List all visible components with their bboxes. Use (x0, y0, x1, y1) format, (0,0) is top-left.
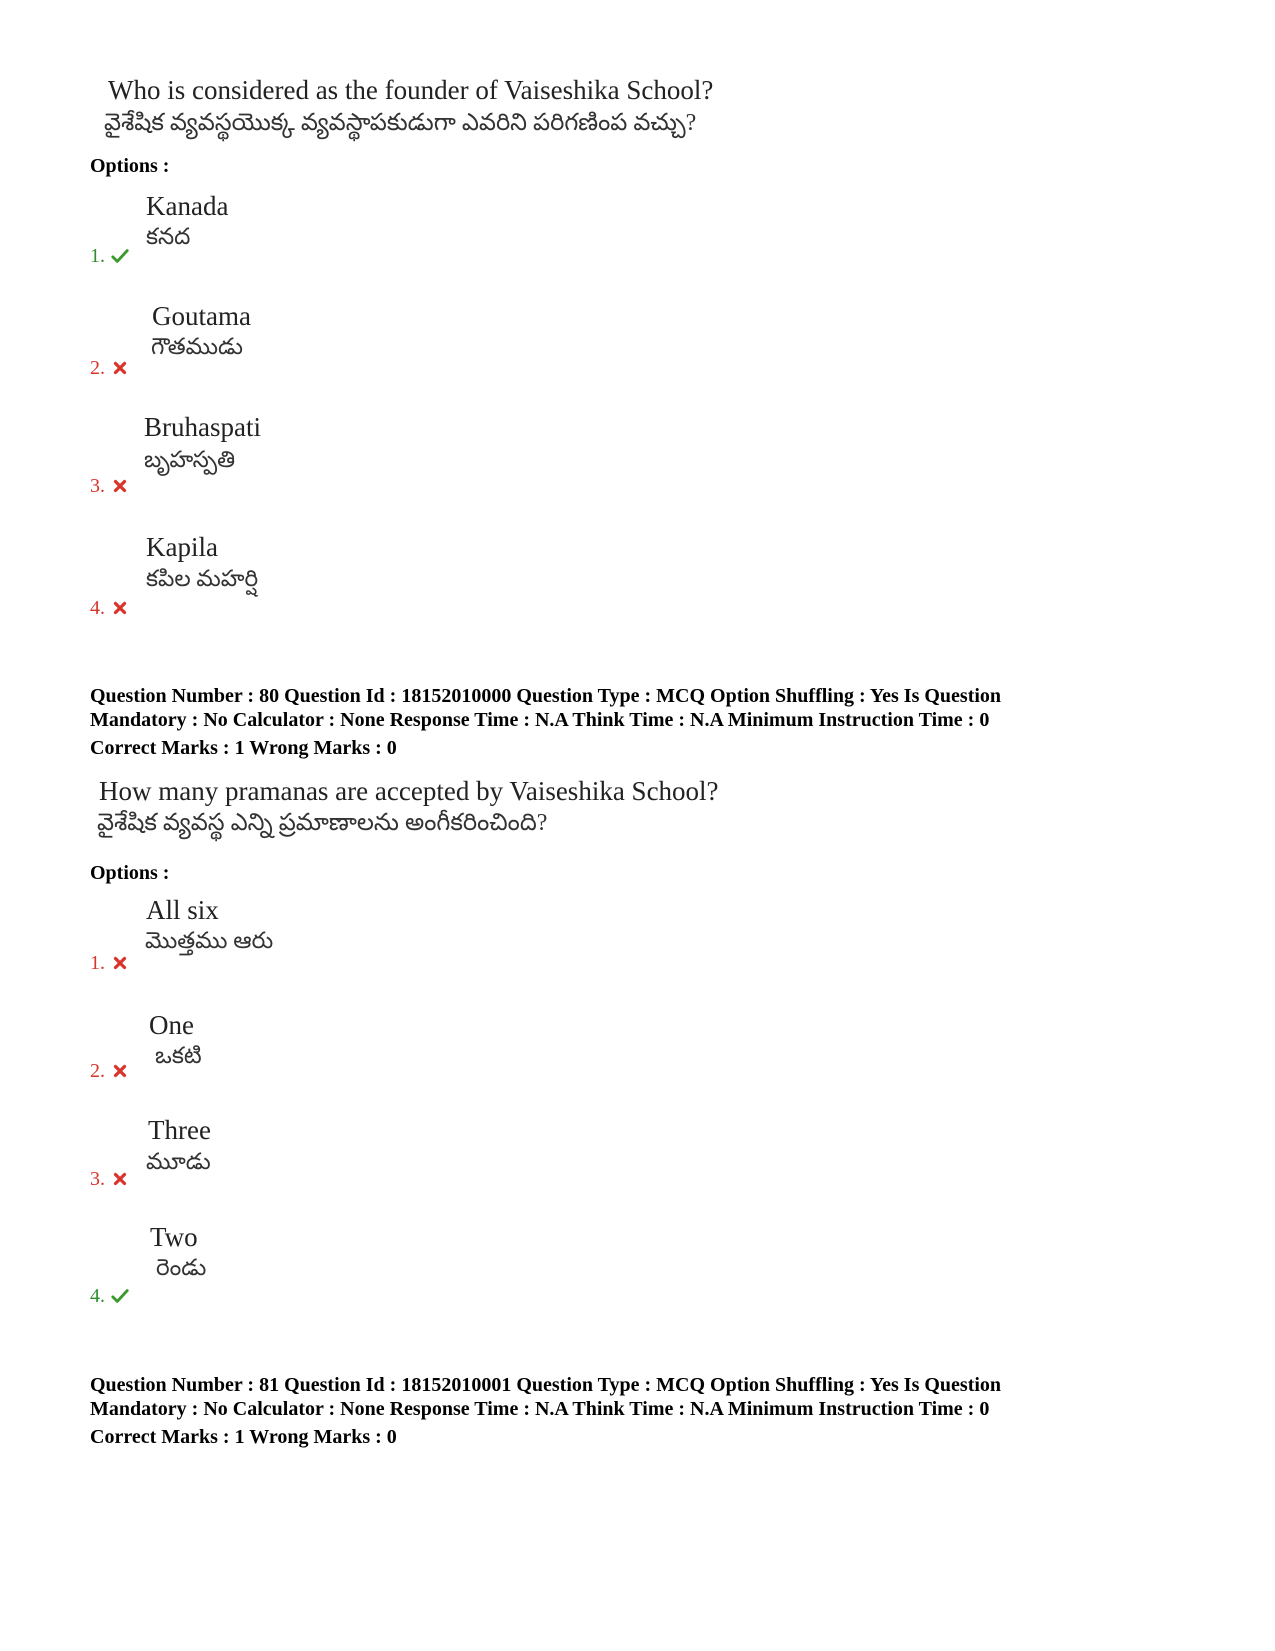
option-text-en: Bruhaspati (144, 412, 261, 442)
option-number-wrong (90, 474, 129, 498)
check-mark-icon (111, 1287, 129, 1305)
option-text-en: One (149, 1010, 194, 1040)
option-text-te: ఒకటి (155, 1043, 202, 1068)
cross-mark-icon (111, 599, 129, 617)
option-number: 4. (90, 597, 105, 619)
cross-mark-icon (111, 1062, 129, 1080)
option-number-wrong (90, 951, 129, 975)
option-text-te: కనద (146, 224, 191, 249)
options-label: Options : (90, 155, 170, 177)
question-text-te: వైశేషిక వ్యవస్థ ఎన్ని ప్రమాణాలను అంగీకరించింది? (97, 810, 548, 836)
option-text-en: All six (146, 895, 219, 925)
option-text-te: బృహస్పతి (144, 447, 236, 472)
question-meta-line: Question Number : 80 Question Id : 18152010000 Question Type : MCQ Option Shuffling : Yes Is Question (90, 685, 1002, 707)
cross-mark-icon (111, 477, 129, 495)
option-text-en: Goutama (152, 301, 251, 331)
option-number-wrong (90, 356, 129, 380)
option-text-te: రెండు (156, 1255, 207, 1280)
option-number-wrong (90, 1167, 129, 1191)
option-number: 3. (90, 1168, 105, 1190)
question-marks-line: Correct Marks : 1 Wrong Marks : 0 (90, 737, 397, 759)
question-text-te: వైశేషిక వ్యవస్థయొక్క వ్యవస్థాపకుడుగా ఎవరిని పరిగణింప వచ్చు? (104, 110, 697, 136)
question-marks-line: Correct Marks : 1 Wrong Marks : 0 (90, 1426, 397, 1448)
check-mark-icon (111, 247, 129, 265)
option-number-correct (90, 244, 129, 268)
option-text-en: Two (150, 1222, 198, 1252)
cross-mark-icon (111, 359, 129, 377)
option-number: 2. (90, 357, 105, 379)
option-text-te: మూడు (146, 1149, 211, 1174)
option-text-en: Kapila (146, 532, 218, 562)
option-number: 1. (90, 245, 105, 267)
question-meta-line: Mandatory : No Calculator : None Response Time : N.A Think Time : N.A Minimum Instruction Time : 0 (90, 709, 990, 731)
cross-mark-icon (111, 1170, 129, 1188)
option-number-correct (90, 1284, 129, 1308)
option-number: 4. (90, 1285, 105, 1307)
options-label: Options : (90, 862, 170, 884)
option-number: 2. (90, 1060, 105, 1082)
cross-mark-icon (111, 954, 129, 972)
option-text-en: Kanada (146, 191, 229, 221)
option-number: 1. (90, 952, 105, 974)
option-number-wrong (90, 596, 129, 620)
option-text-te: మొత్తము ఆరు (145, 928, 274, 953)
option-number-wrong (90, 1059, 129, 1083)
question-meta-line: Question Number : 81 Question Id : 18152010001 Question Type : MCQ Option Shuffling : Yes Is Question (90, 1374, 1002, 1396)
option-number: 3. (90, 475, 105, 497)
option-text-te: కపిల మహర్షి (146, 566, 259, 591)
question-text-en: Who is considered as the founder of Vaiseshika School? (108, 75, 714, 105)
question-meta-line: Mandatory : No Calculator : None Response Time : N.A Think Time : N.A Minimum Instruction Time : 0 (90, 1398, 990, 1420)
option-text-en: Three (148, 1115, 211, 1145)
option-text-te: గౌతముడు (151, 334, 243, 359)
question-text-en: How many pramanas are accepted by Vaiseshika School? (99, 776, 719, 806)
